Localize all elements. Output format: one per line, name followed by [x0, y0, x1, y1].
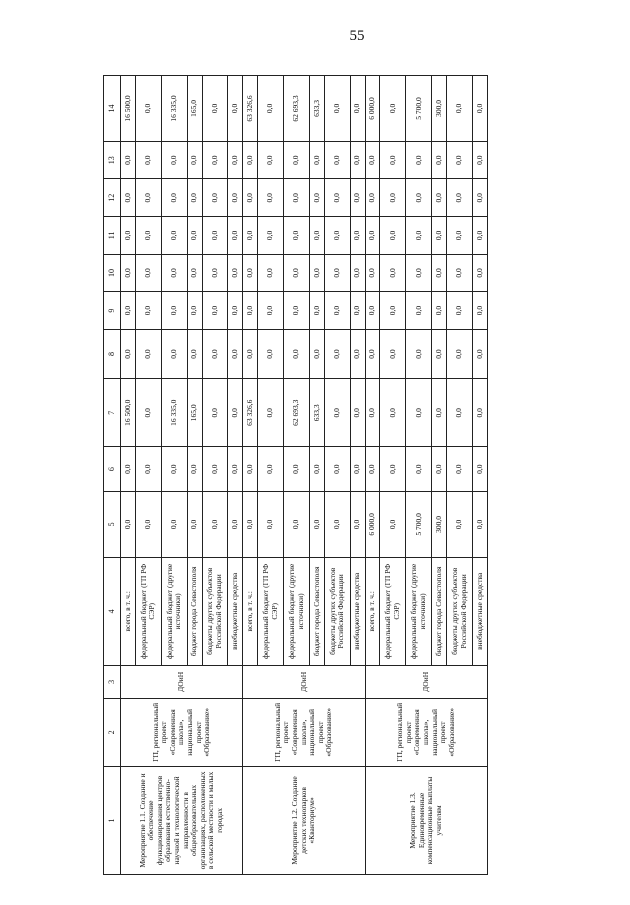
value-cell: 0,0 [324, 217, 350, 255]
funding-source: всего, в т. ч.: [243, 557, 258, 665]
value-cell: 0,0 [284, 329, 310, 378]
value-cell: 5 700,0 [406, 76, 432, 142]
value-cell: 0,0 [447, 379, 473, 447]
value-cell: 0,0 [228, 217, 243, 255]
value-cell: 0,0 [284, 179, 310, 217]
value-cell: 0,0 [161, 491, 187, 557]
value-cell: 0,0 [228, 254, 243, 292]
value-cell: 0,0 [350, 447, 365, 492]
value-cell: 0,0 [350, 491, 365, 557]
value-cell: 0,0 [202, 76, 228, 142]
value-cell: 0,0 [350, 76, 365, 142]
value-cell: 0,0 [473, 76, 488, 142]
value-cell: 0,0 [228, 379, 243, 447]
value-cell: 0,0 [473, 254, 488, 292]
funding-source: всего, в т. ч.: [365, 557, 380, 665]
value-cell: 0,0 [380, 491, 406, 557]
value-cell: 0,0 [187, 447, 202, 492]
value-cell: 0,0 [380, 141, 406, 179]
funding-source: бюджет города Севастополя [187, 557, 202, 665]
value-cell: 0,0 [309, 329, 324, 378]
value-cell: 0,0 [365, 217, 380, 255]
value-cell: 0,0 [309, 491, 324, 557]
value-cell: 0,0 [365, 447, 380, 492]
value-cell: 0,0 [309, 179, 324, 217]
value-cell: 0,0 [228, 179, 243, 217]
column-header: 2 [104, 698, 121, 766]
value-cell: 16 335,0 [161, 379, 187, 447]
value-cell: 0,0 [324, 447, 350, 492]
value-cell: 0,0 [187, 329, 202, 378]
value-cell: 0,0 [432, 179, 447, 217]
value-cell: 0,0 [350, 179, 365, 217]
value-cell: 0,0 [473, 141, 488, 179]
value-cell: 0,0 [135, 379, 161, 447]
column-header: 10 [104, 254, 121, 292]
value-cell: 0,0 [161, 292, 187, 330]
program-cell: ГП, региональный проект «Современная школа», национальный проект «Образование» [243, 698, 365, 766]
value-cell: 0,0 [380, 179, 406, 217]
value-cell: 0,0 [406, 329, 432, 378]
value-cell: 0,0 [258, 254, 284, 292]
value-cell: 0,0 [284, 254, 310, 292]
value-cell: 0,0 [202, 292, 228, 330]
value-cell: 0,0 [350, 141, 365, 179]
value-cell: 0,0 [350, 292, 365, 330]
funding-source: всего, в т. ч.: [121, 557, 136, 665]
value-cell: 0,0 [406, 447, 432, 492]
value-cell: 0,0 [187, 491, 202, 557]
column-header: 11 [104, 217, 121, 255]
value-cell: 0,0 [447, 329, 473, 378]
value-cell: 0,0 [121, 254, 136, 292]
value-cell: 0,0 [406, 217, 432, 255]
value-cell: 0,0 [243, 254, 258, 292]
executor-cell: ДОиН [243, 665, 365, 698]
funding-source: внебюджетные средства [473, 557, 488, 665]
value-cell: 0,0 [187, 292, 202, 330]
value-cell: 0,0 [284, 292, 310, 330]
value-cell: 0,0 [324, 254, 350, 292]
value-cell: 6 000,0 [365, 76, 380, 142]
funding-source: федеральный бюджет (другие источники) [284, 557, 310, 665]
value-cell: 6 000,0 [365, 491, 380, 557]
value-cell: 0,0 [121, 141, 136, 179]
column-header: 14 [104, 76, 121, 142]
value-cell: 0,0 [161, 254, 187, 292]
value-cell: 0,0 [121, 491, 136, 557]
value-cell: 0,0 [228, 329, 243, 378]
value-cell: 0,0 [473, 379, 488, 447]
value-cell: 0,0 [243, 329, 258, 378]
funding-source: бюджет города Севастополя [309, 557, 324, 665]
value-cell: 0,0 [406, 292, 432, 330]
value-cell: 0,0 [447, 141, 473, 179]
value-cell: 0,0 [202, 447, 228, 492]
value-cell: 0,0 [135, 76, 161, 142]
value-cell: 0,0 [135, 254, 161, 292]
funding-source: внебюджетные средства [350, 557, 365, 665]
value-cell: 0,0 [473, 329, 488, 378]
value-cell: 0,0 [432, 141, 447, 179]
value-cell: 0,0 [243, 141, 258, 179]
value-cell: 0,0 [406, 254, 432, 292]
value-cell: 0,0 [432, 292, 447, 330]
value-cell: 0,0 [432, 447, 447, 492]
value-cell: 0,0 [309, 447, 324, 492]
value-cell: 62 693,3 [284, 76, 310, 142]
value-cell: 0,0 [202, 254, 228, 292]
value-cell: 0,0 [350, 329, 365, 378]
value-cell: 0,0 [324, 292, 350, 330]
value-cell: 165,0 [187, 76, 202, 142]
program-cell: ГП, региональный проект «Современная школа», национальный проект «Образование» [365, 698, 487, 766]
value-cell: 0,0 [447, 76, 473, 142]
value-cell: 0,0 [202, 179, 228, 217]
value-cell: 0,0 [380, 76, 406, 142]
value-cell: 0,0 [324, 179, 350, 217]
value-cell: 63 326,6 [243, 76, 258, 142]
value-cell: 0,0 [258, 491, 284, 557]
value-cell: 0,0 [258, 447, 284, 492]
value-cell: 0,0 [432, 254, 447, 292]
value-cell: 0,0 [380, 447, 406, 492]
value-cell: 0,0 [350, 379, 365, 447]
value-cell: 0,0 [380, 329, 406, 378]
value-cell: 0,0 [258, 329, 284, 378]
value-cell: 0,0 [365, 179, 380, 217]
value-cell: 16 500,0 [121, 76, 136, 142]
value-cell: 0,0 [309, 217, 324, 255]
table-row [243, 76, 258, 875]
value-cell: 0,0 [324, 379, 350, 447]
value-cell: 0,0 [365, 292, 380, 330]
value-cell: 0,0 [121, 329, 136, 378]
column-header: 12 [104, 179, 121, 217]
value-cell: 0,0 [121, 292, 136, 330]
value-cell: 0,0 [324, 329, 350, 378]
value-cell: 0,0 [473, 179, 488, 217]
funding-source: бюджеты других субъектов Российской Федерации [324, 557, 350, 665]
value-cell: 0,0 [324, 76, 350, 142]
budget-table [103, 75, 488, 875]
value-cell: 0,0 [258, 292, 284, 330]
value-cell: 0,0 [187, 141, 202, 179]
value-cell: 0,0 [161, 179, 187, 217]
value-cell: 62 693,3 [284, 379, 310, 447]
value-cell: 0,0 [258, 379, 284, 447]
value-cell: 633,3 [309, 379, 324, 447]
measure-title: Мероприятие 1.3. Единовременные компенсационные выплаты учителям [365, 766, 487, 874]
value-cell: 0,0 [447, 447, 473, 492]
funding-source: бюджеты других субъектов Российской Федерации [202, 557, 228, 665]
value-cell: 0,0 [161, 217, 187, 255]
value-cell: 0,0 [202, 141, 228, 179]
value-cell: 0,0 [406, 141, 432, 179]
column-header: 4 [104, 557, 121, 665]
column-header: 13 [104, 141, 121, 179]
value-cell: 0,0 [202, 217, 228, 255]
value-cell: 0,0 [135, 447, 161, 492]
value-cell: 0,0 [432, 379, 447, 447]
value-cell: 0,0 [432, 217, 447, 255]
value-cell: 0,0 [258, 217, 284, 255]
value-cell: 0,0 [243, 447, 258, 492]
value-cell: 0,0 [187, 179, 202, 217]
value-cell: 0,0 [406, 179, 432, 217]
value-cell: 0,0 [365, 379, 380, 447]
funding-source: федеральный бюджет (ГП РФ СЭР) [380, 557, 406, 665]
value-cell: 0,0 [380, 217, 406, 255]
value-cell: 0,0 [187, 254, 202, 292]
funding-source: бюджет города Севастополя [432, 557, 447, 665]
value-cell: 63 326,6 [243, 379, 258, 447]
value-cell: 0,0 [473, 292, 488, 330]
value-cell: 0,0 [365, 329, 380, 378]
value-cell: 0,0 [135, 292, 161, 330]
header-row [104, 76, 121, 875]
value-cell: 5 700,0 [406, 491, 432, 557]
value-cell: 0,0 [228, 76, 243, 142]
value-cell: 0,0 [324, 491, 350, 557]
value-cell: 0,0 [284, 491, 310, 557]
value-cell: 0,0 [202, 329, 228, 378]
funding-source: бюджеты других субъектов Российской Федерации [447, 557, 473, 665]
column-header: 9 [104, 292, 121, 330]
table-row [121, 76, 136, 875]
table-body [104, 76, 488, 875]
value-cell: 0,0 [447, 179, 473, 217]
value-cell: 0,0 [228, 292, 243, 330]
table-container [103, 75, 488, 875]
column-header: 5 [104, 491, 121, 557]
column-header: 3 [104, 665, 121, 698]
value-cell: 0,0 [121, 179, 136, 217]
value-cell: 0,0 [161, 141, 187, 179]
value-cell: 0,0 [121, 447, 136, 492]
program-cell: ГП, региональный проект «Современная школа», национальный проект «Образование» [121, 698, 243, 766]
column-header: 8 [104, 329, 121, 378]
column-header: 7 [104, 379, 121, 447]
value-cell: 0,0 [406, 379, 432, 447]
value-cell: 0,0 [228, 447, 243, 492]
value-cell: 0,0 [284, 141, 310, 179]
value-cell: 0,0 [121, 217, 136, 255]
funding-source: федеральный бюджет (ГП РФ СЭР) [258, 557, 284, 665]
value-cell: 0,0 [365, 141, 380, 179]
value-cell: 0,0 [202, 491, 228, 557]
measure-title: Мероприятие 1.2. Создание детских технопарков «Кванториум» [243, 766, 365, 874]
value-cell: 0,0 [228, 141, 243, 179]
value-cell: 0,0 [202, 379, 228, 447]
value-cell: 0,0 [350, 217, 365, 255]
value-cell: 0,0 [243, 217, 258, 255]
value-cell: 0,0 [350, 254, 365, 292]
value-cell: 0,0 [243, 292, 258, 330]
value-cell: 16 335,0 [161, 76, 187, 142]
funding-source: федеральный бюджет (другие источники) [161, 557, 187, 665]
value-cell: 0,0 [380, 292, 406, 330]
value-cell: 16 500,0 [121, 379, 136, 447]
value-cell: 0,0 [258, 179, 284, 217]
value-cell: 0,0 [243, 179, 258, 217]
value-cell: 0,0 [380, 379, 406, 447]
value-cell: 0,0 [380, 254, 406, 292]
value-cell: 300,0 [432, 491, 447, 557]
value-cell: 0,0 [309, 141, 324, 179]
value-cell: 0,0 [447, 292, 473, 330]
value-cell: 165,0 [187, 379, 202, 447]
value-cell: 0,0 [135, 491, 161, 557]
value-cell: 0,0 [447, 491, 473, 557]
value-cell: 0,0 [473, 491, 488, 557]
value-cell: 300,0 [432, 76, 447, 142]
funding-source: внебюджетные средства [228, 557, 243, 665]
value-cell: 0,0 [432, 329, 447, 378]
value-cell: 0,0 [473, 217, 488, 255]
column-header: 1 [104, 766, 121, 874]
executor-cell: ДОиН [365, 665, 487, 698]
value-cell: 0,0 [161, 447, 187, 492]
value-cell: 0,0 [135, 179, 161, 217]
value-cell: 0,0 [309, 292, 324, 330]
funding-source: федеральный бюджет (другие источники) [406, 557, 432, 665]
value-cell: 0,0 [447, 217, 473, 255]
value-cell: 0,0 [309, 254, 324, 292]
measure-title: Мероприятие 1.1. Создание и обеспечение функционирования центров образования естественно-научной и технологической направленности в общеобразовательных организациях, расположенных в сельской местности и малых городах [121, 766, 243, 874]
column-header: 6 [104, 447, 121, 492]
value-cell: 0,0 [243, 491, 258, 557]
table-row [365, 76, 380, 875]
value-cell: 0,0 [135, 141, 161, 179]
value-cell: 0,0 [258, 141, 284, 179]
value-cell: 0,0 [447, 254, 473, 292]
value-cell: 0,0 [228, 491, 243, 557]
value-cell: 0,0 [284, 217, 310, 255]
value-cell: 0,0 [161, 329, 187, 378]
value-cell: 633,3 [309, 76, 324, 142]
value-cell: 0,0 [365, 254, 380, 292]
executor-cell: ДОиН [121, 665, 243, 698]
value-cell: 0,0 [187, 217, 202, 255]
value-cell: 0,0 [135, 217, 161, 255]
value-cell: 0,0 [473, 447, 488, 492]
page-number: 55 [349, 28, 365, 44]
funding-source: федеральный бюджет (ГП РФ СЭР) [135, 557, 161, 665]
value-cell: 0,0 [284, 447, 310, 492]
value-cell: 0,0 [324, 141, 350, 179]
value-cell: 0,0 [135, 329, 161, 378]
value-cell: 0,0 [258, 76, 284, 142]
